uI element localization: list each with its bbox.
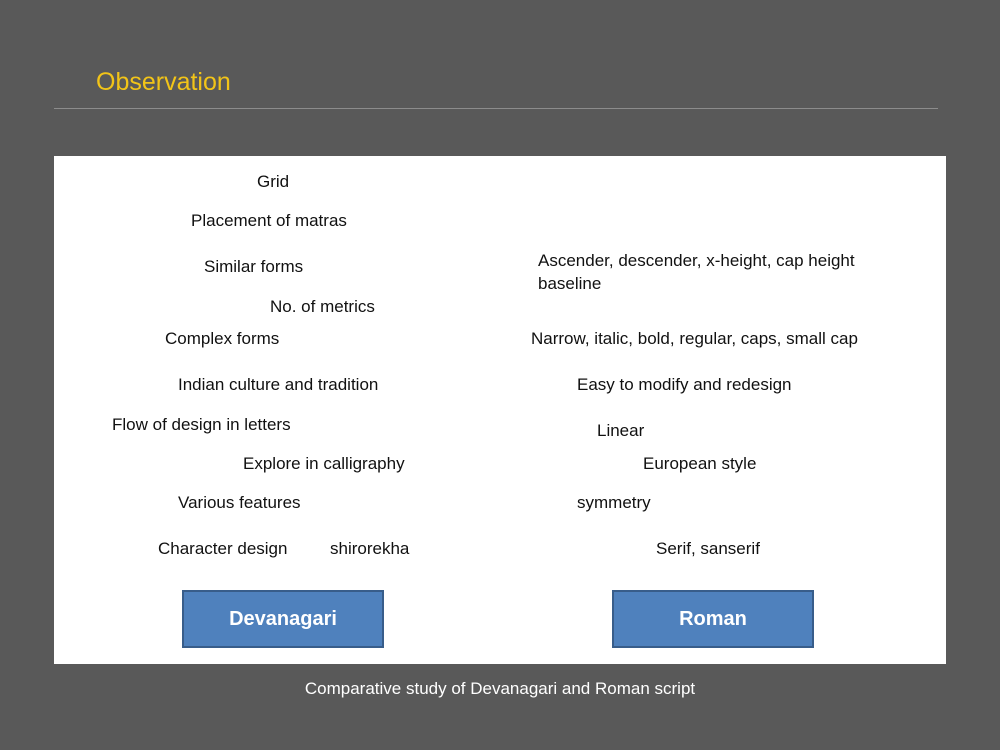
roman-term-serif: Serif, sanserif — [656, 539, 760, 558]
roman-label-box: Roman — [612, 590, 814, 648]
roman-term-linear: Linear — [597, 421, 645, 440]
roman-term-styles: Narrow, italic, bold, regular, caps, small cap — [531, 329, 858, 348]
roman-term-european: European style — [643, 454, 757, 473]
devanagari-term-culture: Indian culture and tradition — [178, 375, 379, 394]
roman-term-modify: Easy to modify and redesign — [577, 375, 792, 394]
roman-term-metrics: Ascender, descender, x-height, cap height baseline — [538, 251, 855, 293]
devanagari-term-shirorekha: shirorekha — [330, 539, 410, 558]
devanagari-term-features: Various features — [178, 493, 301, 512]
devanagari-label-box: Devanagari — [182, 590, 384, 648]
devanagari-term-similar-forms: Similar forms — [204, 257, 304, 276]
devanagari-term-grid: Grid — [257, 172, 290, 191]
devanagari-term-complex-forms: Complex forms — [165, 329, 280, 348]
devanagari-term-character-design: Character design — [158, 539, 288, 558]
devanagari-term-matras: Placement of matras — [191, 211, 347, 230]
devanagari-term-metrics: No. of metrics — [270, 297, 375, 316]
comparison-panel — [54, 156, 946, 664]
roman-term-symmetry: symmetry — [577, 493, 651, 512]
slide-caption: Comparative study of Devanagari and Roman script — [304, 679, 696, 698]
title-divider — [54, 108, 938, 109]
slide-title: Observation — [96, 68, 231, 96]
devanagari-term-flow: Flow of design in letters — [112, 415, 291, 434]
devanagari-term-calligraphy: Explore in calligraphy — [243, 454, 405, 473]
